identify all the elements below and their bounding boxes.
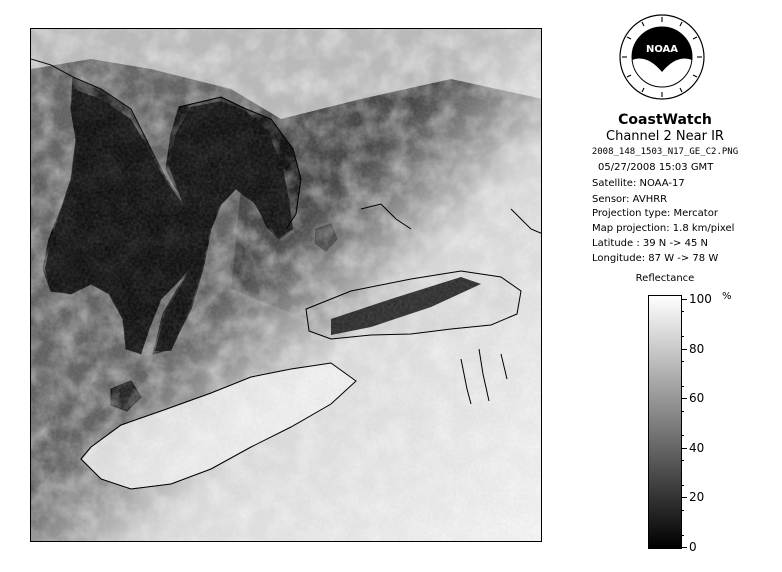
noaa-logo-icon	[619, 14, 705, 100]
image-filename: 2008_148_1503_N17_GE_C2.PNG	[591, 147, 739, 157]
datetime-text: 05/27/2008 15:03 GMT	[598, 162, 714, 173]
colorbar-minor-tick	[681, 411, 684, 412]
satellite-map-svg	[31, 29, 542, 542]
colorbar-minor-tick	[681, 535, 684, 536]
reflectance-colorbar	[648, 295, 682, 549]
colorbar-tick-label: 60	[689, 391, 705, 406]
colorbar-minor-tick	[681, 485, 684, 486]
colorbar-minor-tick	[681, 435, 684, 436]
colorbar-tick-label: 20	[689, 490, 705, 505]
colorbar-tick-label: 0	[689, 540, 697, 554]
colorbar-tick	[681, 398, 687, 399]
colorbar-tick-label: 100	[689, 292, 712, 306]
colorbar-tick-label: 40	[689, 440, 705, 455]
colorbar-minor-tick	[681, 460, 684, 461]
colorbar-title: Reflectance	[635, 273, 695, 284]
colorbar-minor-tick	[681, 311, 684, 312]
colorbar-tick-label: 80	[689, 341, 705, 356]
colorbar-tick	[681, 349, 687, 350]
longitude-text: Longitude: 87 W -> 78 W	[592, 253, 719, 264]
map-projection-text: Map projection: 1.8 km/pixel	[592, 223, 735, 234]
satellite-image	[30, 28, 542, 542]
app-title: CoastWatch	[618, 112, 712, 128]
noaa-logo-text: NOAA	[645, 44, 679, 55]
colorbar-tick	[681, 299, 687, 300]
satellite-text: Satellite: NOAA-17	[592, 178, 685, 189]
latitude-text: Latitude : 39 N -> 45 N	[592, 238, 708, 249]
channel-subtitle: Channel 2 Near IR	[606, 129, 724, 144]
colorbar-tick	[681, 448, 687, 449]
colorbar-minor-tick	[681, 361, 684, 362]
colorbar-minor-tick	[681, 386, 684, 387]
image-grain	[31, 29, 542, 542]
colorbar-tick	[681, 497, 687, 498]
colorbar-tick	[681, 547, 687, 548]
colorbar-unit: %	[722, 291, 732, 302]
colorbar-minor-tick	[681, 510, 684, 511]
colorbar-minor-tick	[681, 336, 684, 337]
projection-type-text: Projection type: Mercator	[592, 208, 718, 219]
sensor-text: Sensor: AVHRR	[592, 194, 668, 205]
